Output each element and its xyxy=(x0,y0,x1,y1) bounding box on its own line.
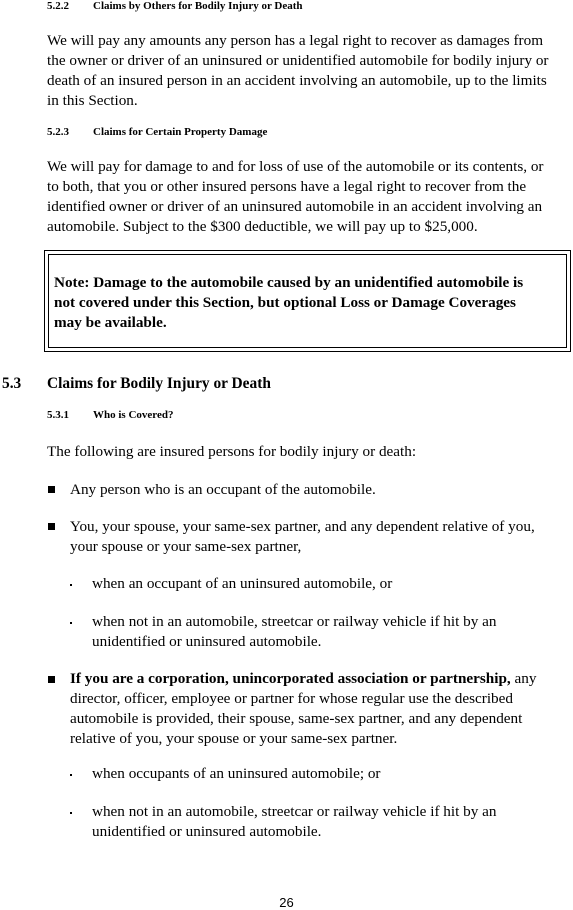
paragraph-line: death of an insured person in an accident involving an automobile, up to the limits xyxy=(47,72,547,89)
section-title: Claims for Bodily Injury or Death xyxy=(47,375,271,392)
note-text xyxy=(54,273,523,333)
bullet-item xyxy=(70,517,535,557)
bullet-line: your spouse or your same-sex partner, xyxy=(70,538,302,555)
section-number: 5.3 xyxy=(2,375,22,392)
sub-bullet-line: when not in an automobile, streetcar or railway vehicle if hit by an xyxy=(92,613,497,630)
note-line: may be available. xyxy=(54,314,167,331)
sub-bullet-dot-icon xyxy=(70,622,72,624)
section-5-2-3-paragraph xyxy=(47,157,543,237)
paragraph-line: in this Section. xyxy=(47,92,138,109)
bullet-line: automobile is provided, their spouse, same-sex partner, and any dependent xyxy=(70,710,523,727)
note-box xyxy=(44,250,571,352)
sub-bullet-line: unidentified or uninsured automobile. xyxy=(92,633,322,650)
lead-in-continuation: any xyxy=(510,670,537,687)
bullet-item: Any person who is an occupant of the automobile. xyxy=(70,481,376,498)
square-bullet-icon xyxy=(48,486,55,493)
bullet-line: You, your spouse, your same-sex partner, and any dependent relative of you, xyxy=(70,518,535,535)
bullet-line: relative of you, your spouse or your same-sex partner. xyxy=(70,730,398,747)
section-5-2-2-paragraph xyxy=(47,31,548,111)
who-is-covered-intro: The following are insured persons for bodily injury or death: xyxy=(47,443,417,460)
page-number: 26 xyxy=(279,895,294,910)
section-title: Claims for Certain Property Damage xyxy=(93,126,268,138)
paragraph-line: automobile. Subject to the $300 deductible, we will pay up to $25,000. xyxy=(47,218,478,235)
note-line: not covered under this Section, but optional Loss or Damage Coverages xyxy=(54,294,516,311)
sub-bullet-dot-icon xyxy=(70,812,72,814)
bullet-item xyxy=(70,669,536,749)
paragraph-line: We will pay for damage to and for loss of use of the automobile or its contents, or xyxy=(47,158,544,175)
section-number: 5.3.1 xyxy=(47,409,69,421)
paragraph-line: to both, that you or other insured persons have a legal right to recover from the xyxy=(47,178,527,195)
section-title: Who is Covered? xyxy=(93,409,174,421)
section-5-3-heading xyxy=(2,374,271,394)
bold-lead-in: If you are a corporation, unincorporated association or partnership, xyxy=(70,670,511,687)
paragraph-line: identified owner or driver of an uninsured automobile in an accident involving an xyxy=(47,198,543,215)
paragraph-line: the owner or driver of an uninsured or unidentified automobile for bodily injury or xyxy=(47,52,549,69)
sub-bullet-dot-icon xyxy=(70,584,72,586)
section-number: 5.2.2 xyxy=(47,0,69,12)
section-5-2-2-heading xyxy=(47,0,303,13)
bullet-line xyxy=(70,669,536,689)
section-5-2-3-heading xyxy=(47,126,267,139)
sub-bullet-line: when not in an automobile, streetcar or railway vehicle if hit by an xyxy=(92,803,497,820)
sub-bullet-item xyxy=(92,802,496,842)
sub-bullet-item xyxy=(92,612,496,652)
sub-bullet-line: unidentified or uninsured automobile. xyxy=(92,823,322,840)
sub-bullet-item: when an occupant of an uninsured automobile, or xyxy=(92,575,393,592)
paragraph-line: We will pay any amounts any person has a legal right to recover as damages from xyxy=(47,32,544,49)
section-title: Claims by Others for Bodily Injury or Death xyxy=(93,0,303,12)
square-bullet-icon xyxy=(48,676,55,683)
sub-bullet-dot-icon xyxy=(70,774,72,776)
square-bullet-icon xyxy=(48,523,55,530)
sub-bullet-item: when occupants of an uninsured automobile; or xyxy=(92,765,381,782)
note-line: Note: Damage to the automobile caused by an unidentified automobile is xyxy=(54,274,524,291)
bullet-line: director, officer, employee or partner for whose regular use the described xyxy=(70,690,513,707)
section-number: 5.2.3 xyxy=(47,126,69,138)
section-5-3-1-heading xyxy=(47,409,173,422)
